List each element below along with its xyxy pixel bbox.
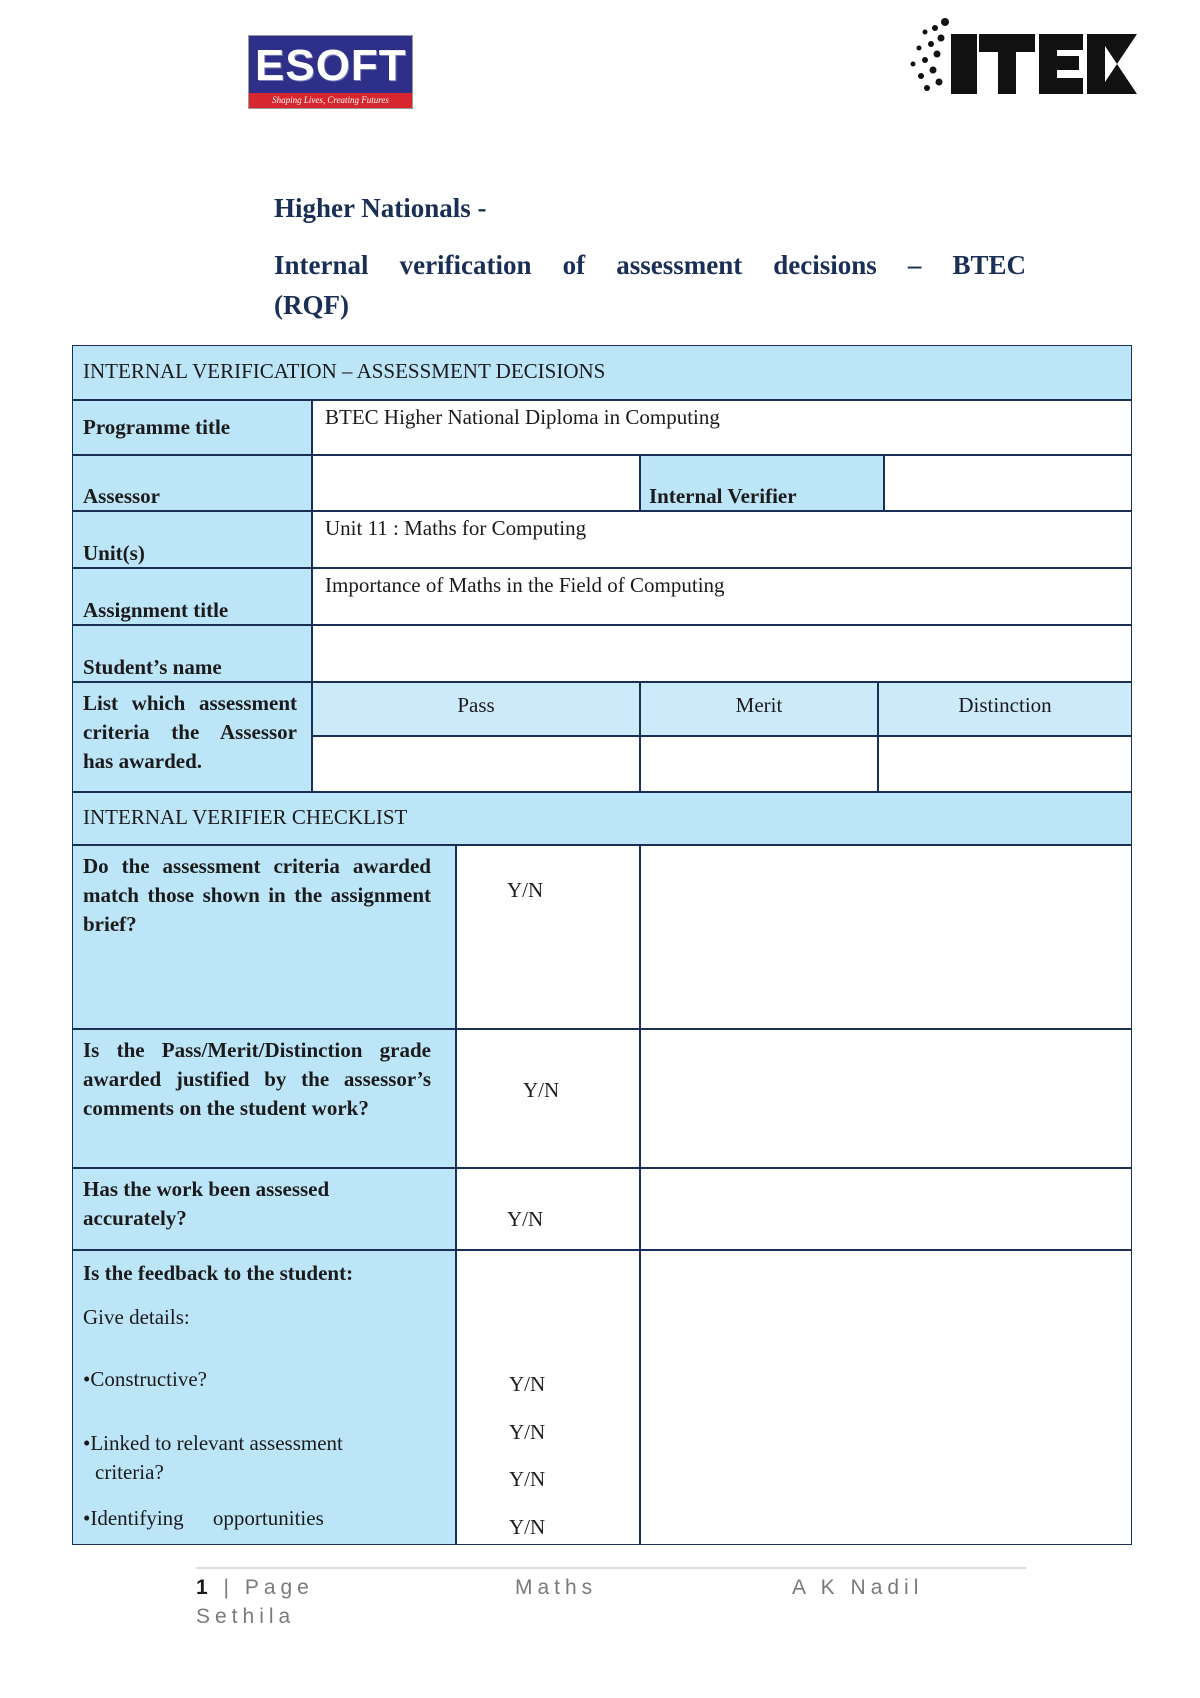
programme-title-label-cell	[72, 400, 312, 455]
assignment-title-label-cell	[72, 568, 312, 625]
grade-header-merit	[640, 682, 878, 736]
student-name-field[interactable]	[312, 625, 1132, 682]
section-title: INTERNAL VERIFICATION – ASSESSMENT DECISIONS	[83, 359, 606, 383]
internal-verifier-label-cell	[640, 455, 884, 511]
footer-subject: Maths	[515, 1576, 598, 1599]
checklist-q4-yn-4: Y/N	[509, 1515, 546, 1539]
units-value: Unit 11 : Maths for Computing	[325, 516, 587, 540]
checklist-q2-yn-cell[interactable]	[456, 1029, 640, 1168]
assignment-title-field[interactable]	[312, 568, 1132, 625]
grade-header-pass-label: Pass	[457, 693, 495, 717]
btec-logo	[905, 18, 1145, 98]
internal-verifier-field[interactable]	[884, 455, 1132, 511]
checklist-q3-text: Has the work been assessed accurately?	[83, 1177, 330, 1230]
checklist-q3-yn-cell[interactable]	[456, 1168, 640, 1250]
checklist-q1-text: Do the assessment criteria awarded match those shown in the assignment brief?	[83, 854, 431, 936]
heading-higher-nationals: Higher Nationals -	[274, 193, 487, 223]
checklist-q2-text: Is the Pass/Merit/Distinction grade awarded justified by the assessor’s comments on the student work?	[83, 1038, 431, 1120]
internal-verifier-label: Internal Verifier	[649, 484, 797, 508]
grade-header-merit-label: Merit	[735, 693, 783, 717]
footer-page-label: | Page	[223, 1576, 314, 1599]
section-header-verifier-checklist	[72, 792, 1132, 845]
assignment-title-label: Assignment title	[83, 598, 229, 622]
assessor-label: Assessor	[83, 484, 160, 508]
assessor-field[interactable]	[312, 455, 640, 511]
grade-header-pass	[312, 682, 640, 736]
units-label: Unit(s)	[83, 541, 145, 565]
checklist-q1-label-cell	[72, 845, 456, 1029]
grade-header-distinction	[878, 682, 1132, 736]
programme-title-value: BTEC Higher National Diploma in Computing	[325, 405, 720, 429]
section-header-assessment-decisions	[72, 345, 1132, 400]
merit-criteria-field[interactable]	[640, 736, 878, 792]
checklist-q2-comment-field[interactable]	[640, 1029, 1132, 1168]
units-label-cell	[72, 511, 312, 568]
checklist-q4-title: Is the feedback to the student:	[83, 1261, 354, 1285]
section-title: INTERNAL VERIFIER CHECKLIST	[83, 805, 408, 829]
esoft-logo-text: ESOFT	[255, 41, 407, 90]
grade-header-distinction-label: Distinction	[958, 693, 1052, 717]
esoft-logo	[248, 35, 413, 109]
checklist-q1-yn-cell[interactable]	[456, 845, 640, 1029]
criteria-label-cell	[72, 682, 312, 792]
checklist-q1-comment-field[interactable]	[640, 845, 1132, 1029]
checklist-q1-yn: Y/N	[507, 878, 544, 902]
checklist-q4-linked-cont: criteria?	[95, 1460, 164, 1484]
checklist-q3-comment-field[interactable]	[640, 1168, 1132, 1250]
student-name-label: Student’s name	[83, 655, 222, 679]
esoft-logo-tagline: Shaping Lives, Creating Futures	[249, 93, 412, 108]
assignment-title-value: Importance of Maths in the Field of Computing	[325, 573, 725, 597]
heading-rqf: (RQF)	[274, 290, 349, 320]
checklist-q4-constructive: •Constructive?	[83, 1367, 207, 1391]
checklist-q4-yn-3: Y/N	[509, 1467, 546, 1491]
footer-page	[196, 1576, 314, 1600]
checklist-q4-comment-field[interactable]	[640, 1250, 1132, 1545]
footer-author-first: A K Nadil	[792, 1576, 924, 1599]
checklist-q4-linked: •Linked to relevant assessment	[83, 1431, 343, 1455]
footer-divider	[196, 1567, 1026, 1569]
pass-criteria-field[interactable]	[312, 736, 640, 792]
footer-author-last: Sethila	[196, 1605, 296, 1628]
checklist-q2-yn: Y/N	[523, 1078, 560, 1102]
distinction-criteria-field[interactable]	[878, 736, 1132, 792]
checklist-q4-give-details: Give details:	[83, 1305, 190, 1329]
checklist-q4-yn-1: Y/N	[509, 1372, 546, 1396]
assessor-label-cell	[72, 455, 312, 511]
units-field[interactable]	[312, 511, 1132, 568]
heading-internal-verification: Internal verification of assessment decisions – BTEC	[274, 250, 1026, 280]
checklist-q4-label-cell	[72, 1250, 456, 1545]
programme-title-field[interactable]	[312, 400, 1132, 455]
checklist-q3-yn: Y/N	[507, 1207, 544, 1231]
checklist-q2-label-cell	[72, 1029, 456, 1168]
checklist-q4-opportunities: •Identifying opportunities	[83, 1506, 324, 1530]
criteria-label: List which assessment criteria the Assessor has awarded.	[83, 691, 297, 773]
footer-page-number: 1	[196, 1576, 213, 1599]
checklist-q3-label-cell	[72, 1168, 456, 1250]
student-name-label-cell	[72, 625, 312, 682]
checklist-q4-yn-cell[interactable]	[456, 1250, 640, 1545]
programme-title-label: Programme title	[83, 415, 231, 439]
checklist-q4-yn-2: Y/N	[509, 1420, 546, 1444]
